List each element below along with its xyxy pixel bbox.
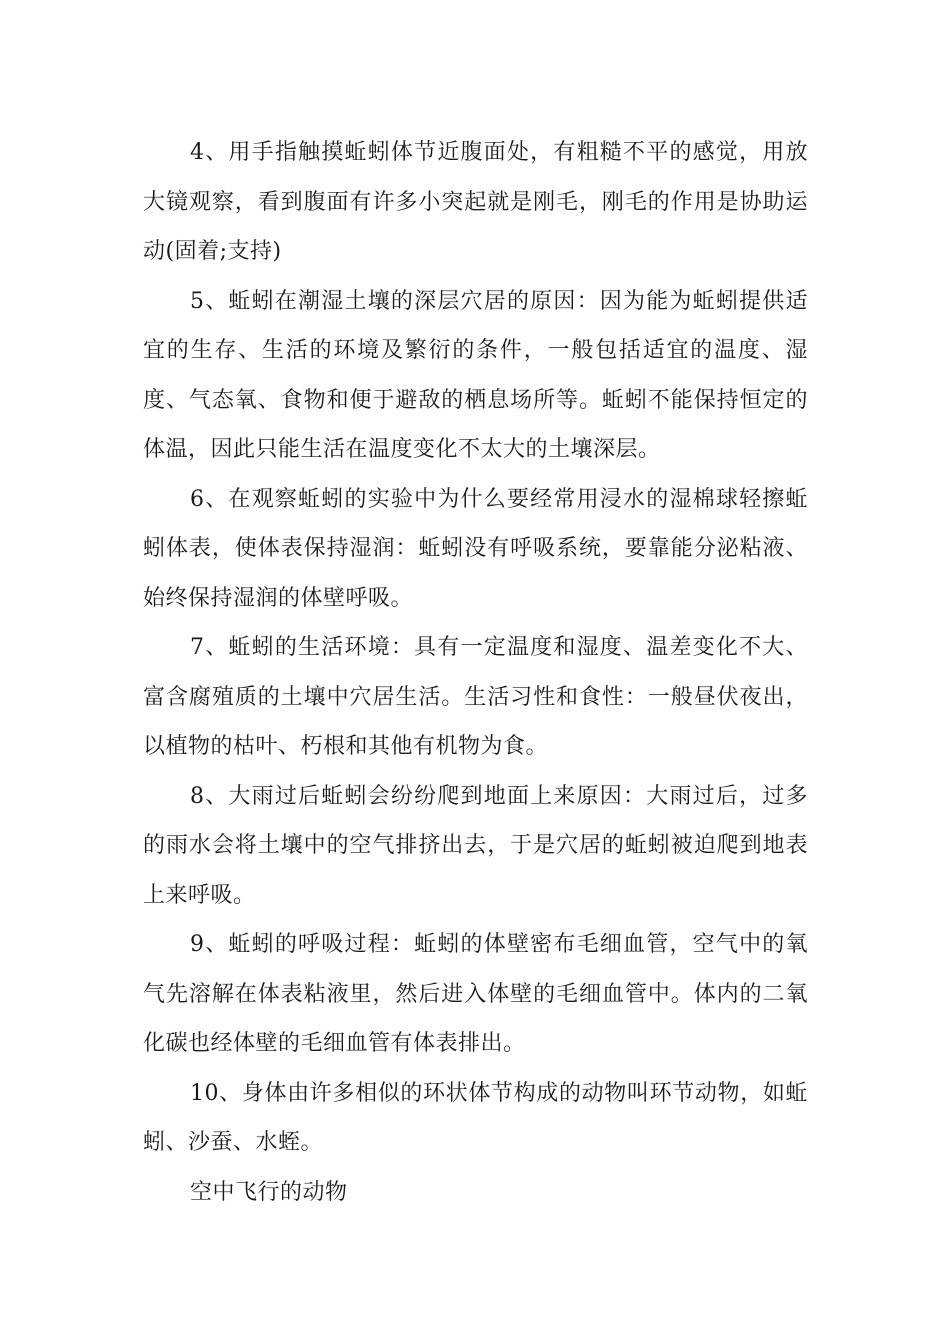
paragraph-6: 6、在观察蚯蚓的实验中为什么要经常用浸水的湿棉球轻擦蚯蚓体表，使体表保持湿润：蚯蚓没有呼吸系统，要靠能分泌粘液、始终保持湿润的体壁呼吸。: [143, 486, 808, 611]
paragraph-8: 8、大雨过后蚯蚓会纷纷爬到地面上来原因：大雨过后，过多的雨水会将土壤中的空气排挤出去，于是穴居的蚯蚓被迫爬到地表上来呼吸。: [143, 783, 808, 908]
section-heading: 空中飞行的动物: [190, 1179, 348, 1205]
document-body: [143, 128, 808, 1217]
paragraph-10: 10、身体由许多相似的环状体节构成的动物叫环节动物，如蚯蚓、沙蚕、水蛭。: [143, 1080, 808, 1155]
paragraph-5: 5、蚯蚓在潮湿土壤的深层穴居的原因：因为能为蚯蚓提供适宜的生存、生活的环境及繁衍的条件，一般包括适宜的温度、湿度、气态氧、食物和便于避敌的栖息场所等。蚯蚓不能保持恒定的体温，因此只能生活在温度变化不太大的土壤深层。: [143, 288, 808, 462]
paragraph-7: 7、蚯蚓的生活环境：具有一定温度和湿度、温差变化不大、富含腐殖质的土壤中穴居生活。生活习性和食性：一般昼伏夜出，以植物的枯叶、朽根和其他有机物为食。: [143, 635, 808, 759]
paragraph-4: 4、用手指触摸蚯蚓体节近腹面处，有粗糙不平的感觉，用放大镜观察，看到腹面有许多小突起就是刚毛，刚毛的作用是协助运动(固着;支持): [143, 140, 808, 264]
paragraph-9: 9、蚯蚓的呼吸过程：蚯蚓的体壁密布毛细血管，空气中的氧气先溶解在体表粘液里，然后进入体壁的毛细血管中。体内的二氧化碳也经体壁的毛细血管有体表排出。: [143, 932, 808, 1056]
